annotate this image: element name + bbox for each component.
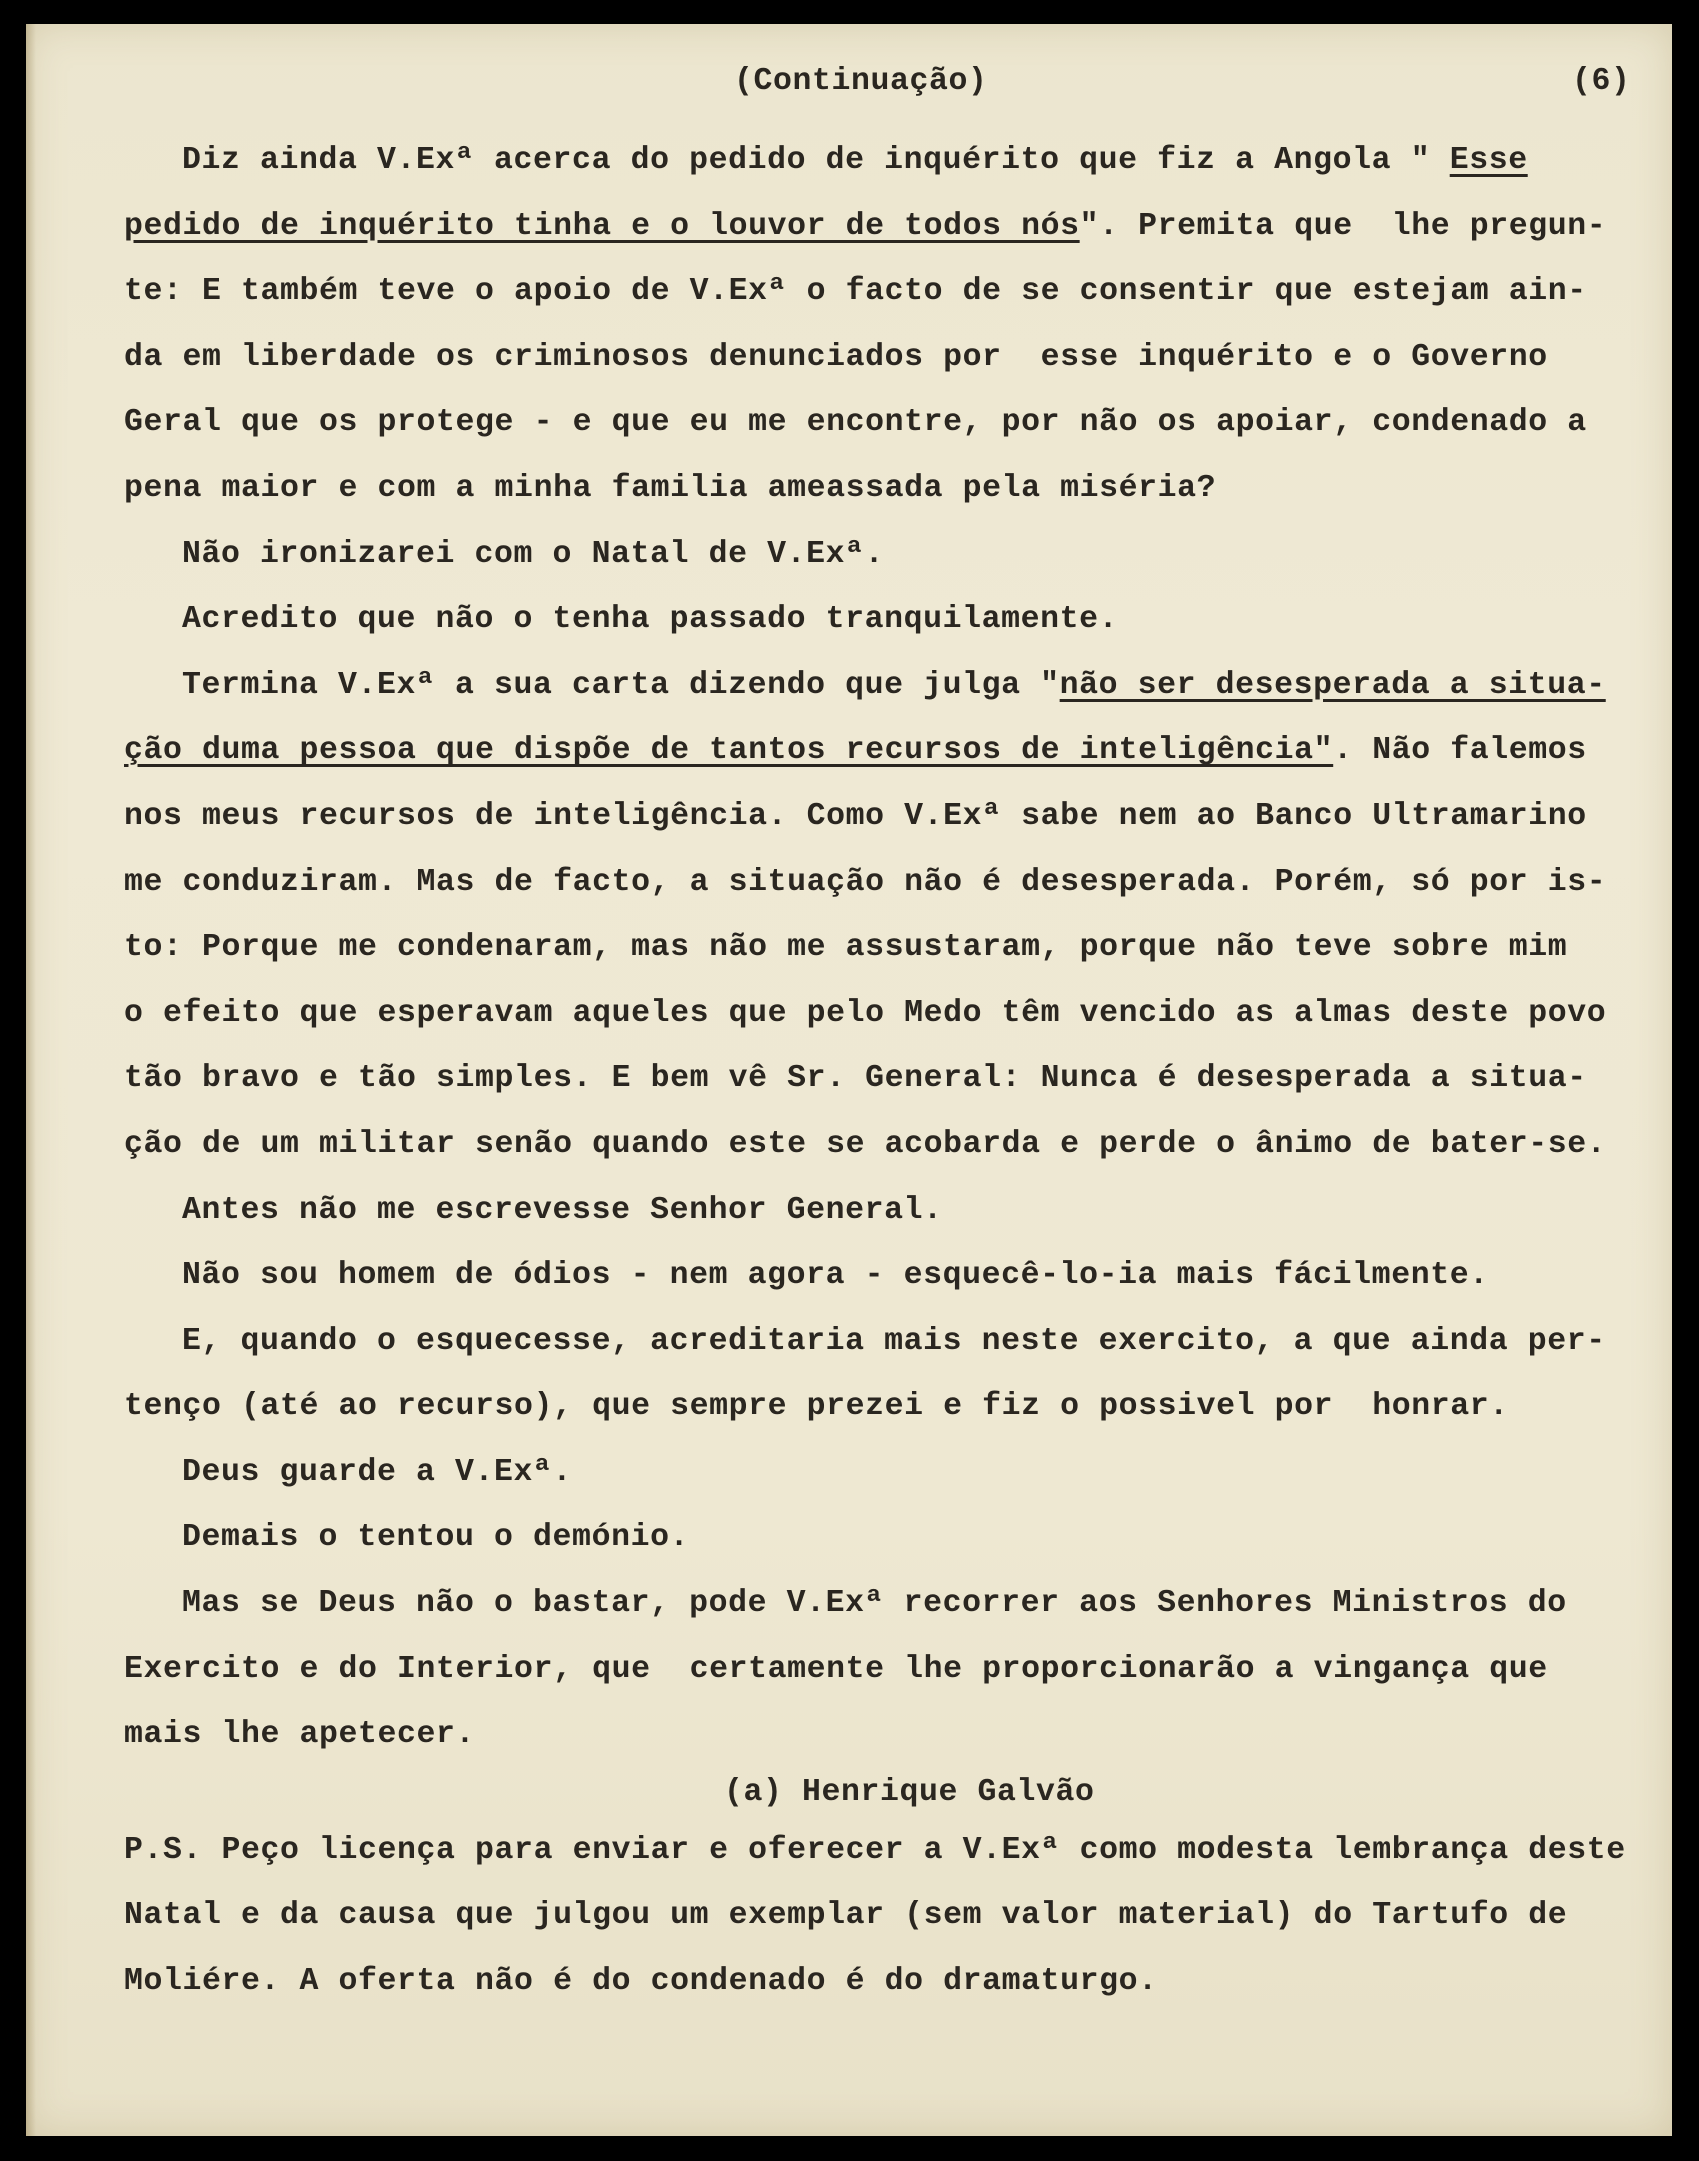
paper-edge-shadow [26, 24, 36, 2136]
text-line-1: Diz ainda V.Exª acerca do pedido de inquérito que fiz a Angola " Esse [182, 143, 1528, 178]
text-line-12: me conduziram. Mas de facto, a situação não é desesperada. Porém, só por is- [124, 864, 1607, 900]
postscript-line-2: Natal e da causa que julgou um exemplar (sem valor material) do Tartufo de [124, 1898, 1568, 1934]
text-line-20: tenço (até ao recurso), que sempre prezei e fiz o possivel por honrar. [124, 1389, 1509, 1425]
text-line-14: o efeito que esperavam aqueles que pelo Medo têm vencido as almas deste povo [124, 995, 1607, 1031]
text-line-22: Demais o tentou o demónio. [182, 1520, 690, 1556]
text-line-11: nos meus recursos de inteligência. Como V.Exª sabe nem ao Banco Ultramarino [124, 798, 1587, 834]
text-line-9: Termina V.Exª a sua carta dizendo que julga "não ser desesperada a situa- [182, 667, 1606, 703]
text-line-4: da em liberdade os criminosos denunciados por esse inquérito e o Governo [124, 339, 1548, 375]
letter-body [124, 64, 1654, 2015]
text-line-24: Exercito e do Interior, que certamente lhe proporcionarão a vingança que [124, 1651, 1548, 1687]
document-page [26, 24, 1672, 2136]
text-line-16: ção de um militar senão quando este se acobarda e perde o ânimo de bater-se. [124, 1126, 1607, 1162]
page-header [124, 64, 1654, 128]
text-line-3: te: E também teve o apoio de V.Exª o facto de se consentir que estejam ain- [124, 274, 1587, 310]
text-line-2: pedido de inquérito tinha e o louvor de todos nós". Premita que lhe pregun- [124, 208, 1607, 244]
postscript-line-1: P.S. Peço licença para enviar e oferecer a V.Exª como modesta lembrança deste [124, 1832, 1626, 1868]
text-line-10: ção duma pessoa que dispõe de tantos recursos de inteligência". Não falemos [124, 733, 1587, 769]
text-line-21: Deus guarde a V.Exª. [182, 1454, 573, 1490]
page-number: (6) [1572, 64, 1631, 99]
text-line-13: to: Porque me condenaram, mas não me assustaram, porque não teve sobre mim [124, 930, 1568, 966]
postscript-line-3: Moliére. A oferta não é do condenado é do dramaturgo. [124, 1964, 1158, 2000]
text-line-18: Não sou homem de ódios - nem agora - esquecê-lo-ia mais fácilmente. [182, 1258, 1489, 1294]
text-line-7: Não ironizarei com o Natal de V.Exª. [182, 536, 885, 572]
text-line-25: mais lhe apetecer. [124, 1717, 476, 1753]
text-line-5: Geral que os protege - e que eu me encontre, por não os apoiar, condenado a [124, 405, 1587, 441]
continuation-title: (Continuação) [734, 64, 988, 99]
text-line-17: Antes não me escrevesse Senhor General. [182, 1192, 943, 1228]
text-line-6: pena maior e com a minha familia ameassada pela miséria? [124, 470, 1217, 506]
text-line-23: Mas se Deus não o bastar, pode V.Exª recorrer aos Senhores Ministros do [182, 1586, 1567, 1622]
text-line-8: Acredito que não o tenha passado tranquilamente. [182, 602, 1119, 638]
text-line-15: tão bravo e tão simples. E bem vê Sr. General: Nunca é desesperada a situa- [124, 1061, 1587, 1097]
text-line-19: E, quando o esquecesse, acreditaria mais neste exercito, a que ainda per- [182, 1323, 1606, 1359]
signature-line: (a) Henrique Galvão [724, 1774, 1095, 1810]
